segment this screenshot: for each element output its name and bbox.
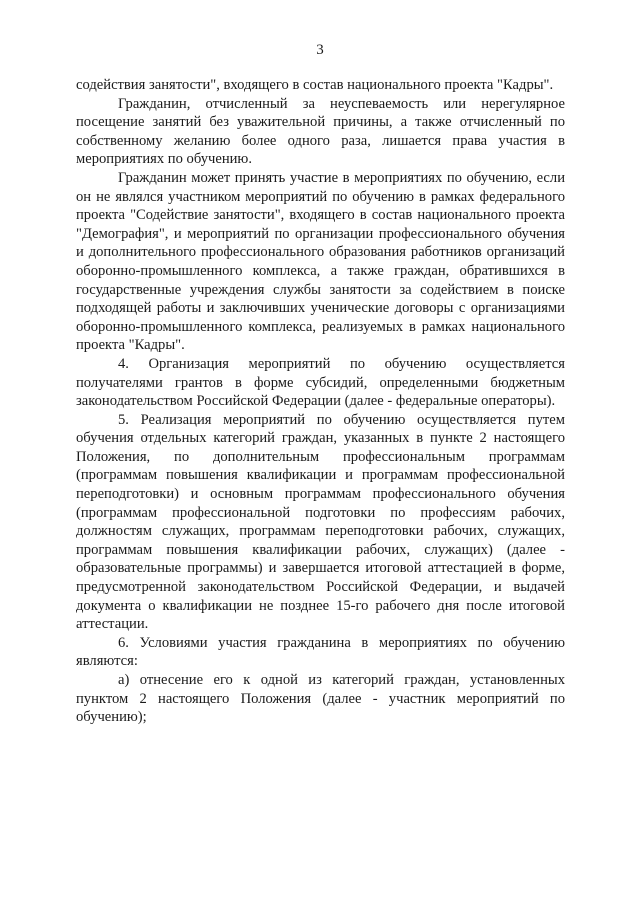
- document-body: [76, 76, 565, 727]
- paragraph-item-5: 5. Реализация мероприятий по обучению осуществляется путем обучения отдельных категорий граждан, указанных в пункте 2 настоящего Положения, по дополнительным профессиональным программам (программам повышения квалификации и программам профессиональной переподготовки) и основным программам профессионального обучения (программам профессиональной подготовки по профессиям рабочих, должностям служащих, программам переподготовки рабочих, служащих, программам повышения квалификации рабочих, служащих) (далее - образовательные программы) и завершается итоговой аттестацией в форме, предусмотренной законодательством Российской Федерации, и выдачей документа о квалификации не позднее 15-го рабочего дня после итоговой аттестации.: [76, 411, 565, 633]
- paragraph-item-6: 6. Условиями участия гражданина в мероприятиях по обучению являются:: [76, 634, 565, 670]
- paragraph-item-6a: а) отнесение его к одной из категорий граждан, установленных пунктом 2 настоящего Положения (далее - участник мероприятий по обучению);: [76, 672, 565, 726]
- paragraph-expulsion-rule: Гражданин, отчисленный за неуспеваемость или нерегулярное посещение занятий без уважительной причины, а также отчисленный по собственному желанию более одного раза, лишается права участия в мероприятиях по обучению.: [76, 95, 565, 168]
- paragraph-continuation: содействия занятости", входящего в состав национального проекта "Кадры".: [76, 77, 554, 93]
- paragraph-eligibility: Гражданин может принять участие в мероприятиях по обучению, если он не являлся участником мероприятий по обучению в рамках федерального проекта "Содействие занятости", входящего в состав национального проекта "Демография", и мероприятий по организации профессионального обучения и дополнительного профессионального образования работников организаций оборонно-промышленного комплекса, а также граждан, обратившихся в государственные учреждения службы занятости за содействием в поиске подходящей работы и заключивших ученические договоры с организациями оборонно-промышленного комплекса, реализуемых в рамках национального проекта "Кадры".: [76, 169, 565, 354]
- paragraph-item-4: 4. Организация мероприятий по обучению осуществляется получателями грантов в форме субсидий, определенными бюджетным законодательством Российской Федерации (далее - федеральные операторы).: [76, 355, 565, 410]
- page-number: 3: [316, 42, 324, 58]
